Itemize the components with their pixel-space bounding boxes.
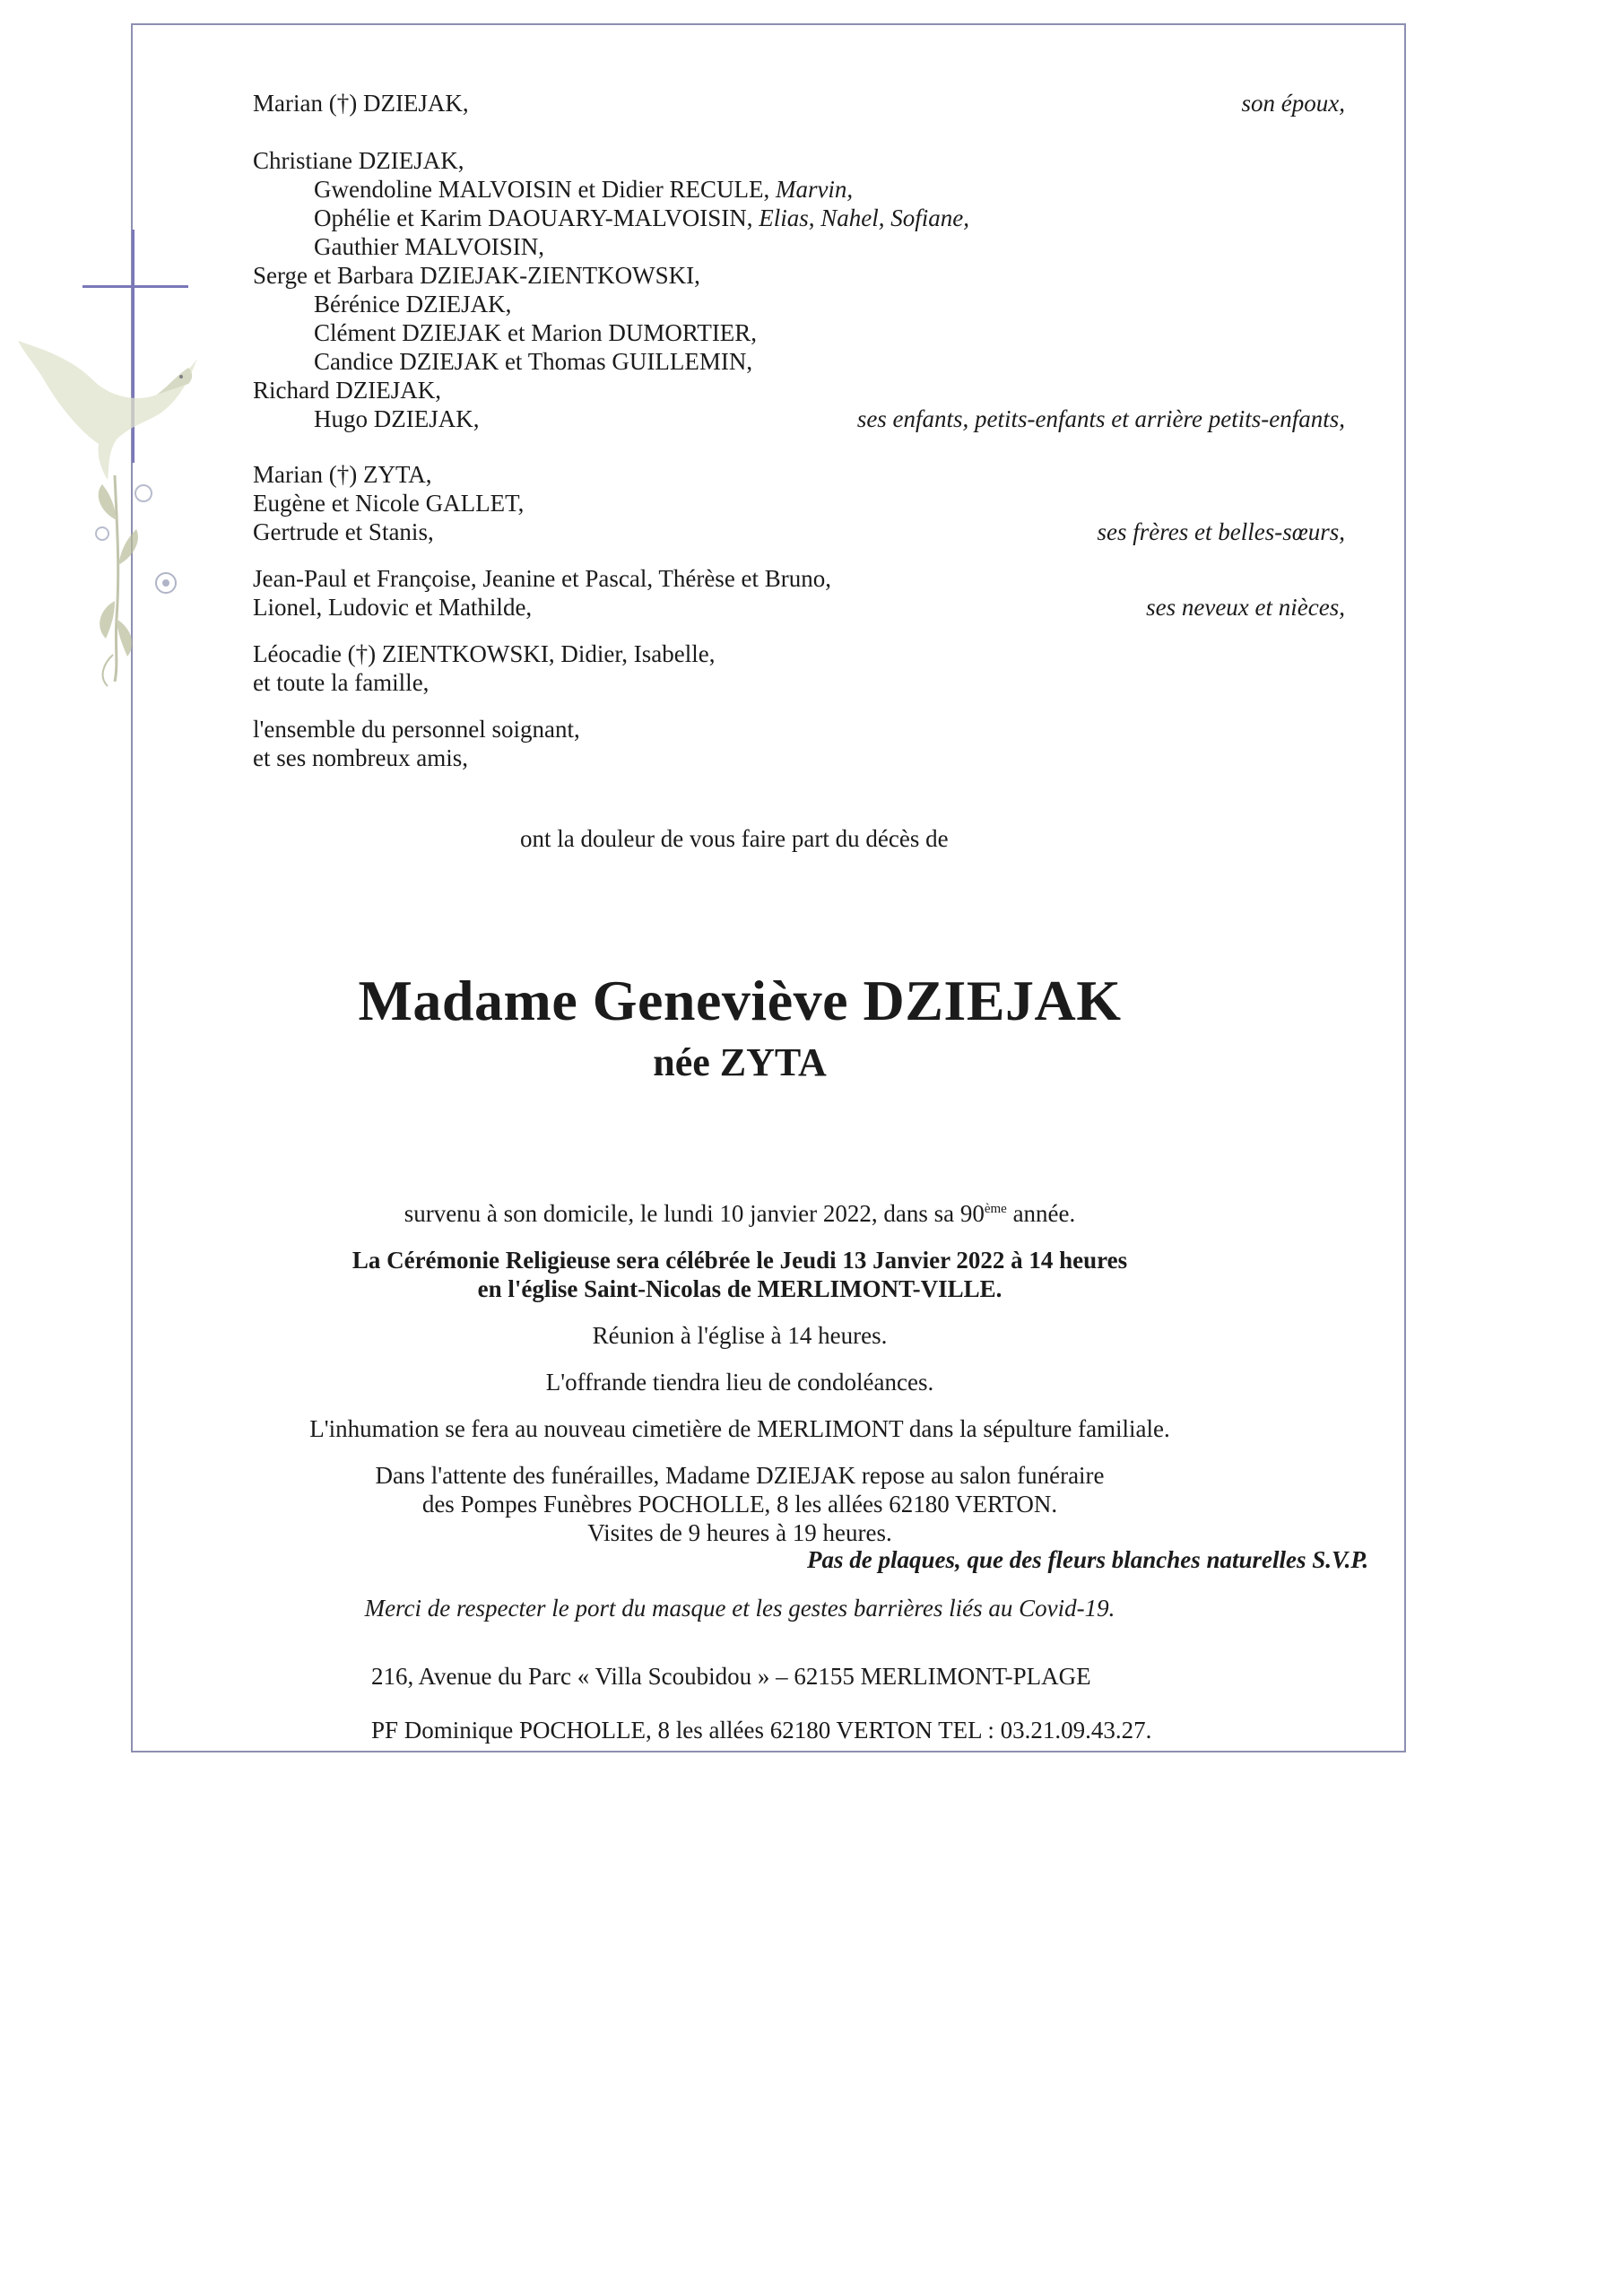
- ceremony-line: La Cérémonie Religieuse sera célébrée le Jeudi 13 Janvier 2022 à 14 heures: [352, 1247, 1128, 1274]
- family-line: Jean-Paul et Françoise, Jeanine et Pascal, Thérèse et Bruno,: [253, 565, 832, 592]
- family-line: Serge et Barbara DZIEJAK-ZIENTKOWSKI,: [253, 262, 700, 289]
- funeral-home-line: PF Dominique POCHOLLE, 8 les allées 62180 VERTON TEL : 03.21.09.43.27.: [371, 1717, 1152, 1744]
- family-line: l'ensemble du personnel soignant,: [253, 716, 580, 743]
- detail-line: L'offrande tiendra lieu de condoléances.: [545, 1369, 934, 1396]
- viewing-line: Dans l'attente des funérailles, Madame DZIEJAK repose au salon funéraire: [375, 1462, 1105, 1489]
- lily-icon: [96, 475, 176, 686]
- family-line: Gertrude et Stanis,: [253, 518, 434, 545]
- family-line: et toute la famille,: [253, 669, 430, 696]
- decor-illustration: [9, 224, 224, 691]
- italic-suffix: Elias, Nahel, Sofiane,: [759, 204, 969, 231]
- family-line: Bérénice DZIEJAK,: [314, 291, 512, 317]
- family-line: Candice DZIEJAK et Thomas GUILLEMIN,: [314, 348, 753, 375]
- family-line: Léocadie (†) ZIENTKOWSKI, Didier, Isabelle,: [253, 640, 716, 667]
- family-line: Marian (†) ZYTA,: [253, 461, 432, 488]
- deceased-maiden-name: née ZYTA: [653, 1040, 827, 1084]
- announcement-text: ont la douleur de vous faire part du décès de: [520, 825, 949, 852]
- family-line: Ophélie et Karim DAOUARY-MALVOISIN, Elias, Nahel, Sofiane,: [314, 204, 969, 231]
- dove-icon: [18, 341, 197, 480]
- children-relation: ses enfants, petits-enfants et arrière petits-enfants,: [856, 405, 1345, 432]
- family-line: Gauthier MALVOISIN,: [314, 233, 544, 260]
- family-line: et ses nombreux amis,: [253, 744, 468, 771]
- family-line: Gwendoline MALVOISIN et Didier RECULE, Marvin,: [314, 176, 854, 203]
- death-date-line: survenu à son domicile, le lundi 10 janvier 2022, dans sa 90ème année.: [404, 1200, 1076, 1227]
- flowers-note: Pas de plaques, que des fleurs blanches naturelles S.V.P.: [807, 1546, 1369, 1573]
- viewing-line: Visites de 9 heures à 19 heures.: [587, 1519, 892, 1546]
- family-line: Hugo DZIEJAK,: [314, 405, 480, 432]
- covid-note: Merci de respecter le port du masque et les gestes barrières liés au Covid-19.: [364, 1595, 1115, 1622]
- siblings-relation: ses frères et belles-sœurs,: [1097, 518, 1345, 545]
- family-line: Lionel, Ludovic et Mathilde,: [253, 594, 533, 621]
- italic-suffix: Marvin,: [775, 176, 854, 203]
- family-line: Christiane DZIEJAK,: [253, 147, 464, 174]
- address-line: 216, Avenue du Parc « Villa Scoubidou » – 62155 MERLIMONT-PLAGE: [371, 1663, 1091, 1690]
- detail-line: L'inhumation se fera au nouveau cimetière de MERLIMONT dans la sépulture familiale.: [309, 1415, 1170, 1442]
- family-line: Richard DZIEJAK,: [253, 377, 441, 404]
- viewing-line: des Pompes Funèbres POCHOLLE, 8 les allées 62180 VERTON.: [421, 1491, 1058, 1518]
- spouse-relation: son époux,: [1241, 90, 1345, 117]
- spouse-name: Marian (†) DZIEJAK,: [253, 90, 469, 117]
- deceased-name: Madame Geneviève DZIEJAK: [358, 969, 1122, 1032]
- family-line: Clément DZIEJAK et Marion DUMORTIER,: [314, 319, 758, 346]
- nephews-relation: ses neveux et nièces,: [1146, 594, 1345, 621]
- ceremony-line: en l'église Saint-Nicolas de MERLIMONT-VILLE.: [477, 1275, 1002, 1302]
- family-line: Eugène et Nicole GALLET,: [253, 490, 525, 517]
- detail-line: Réunion à l'église à 14 heures.: [592, 1322, 888, 1349]
